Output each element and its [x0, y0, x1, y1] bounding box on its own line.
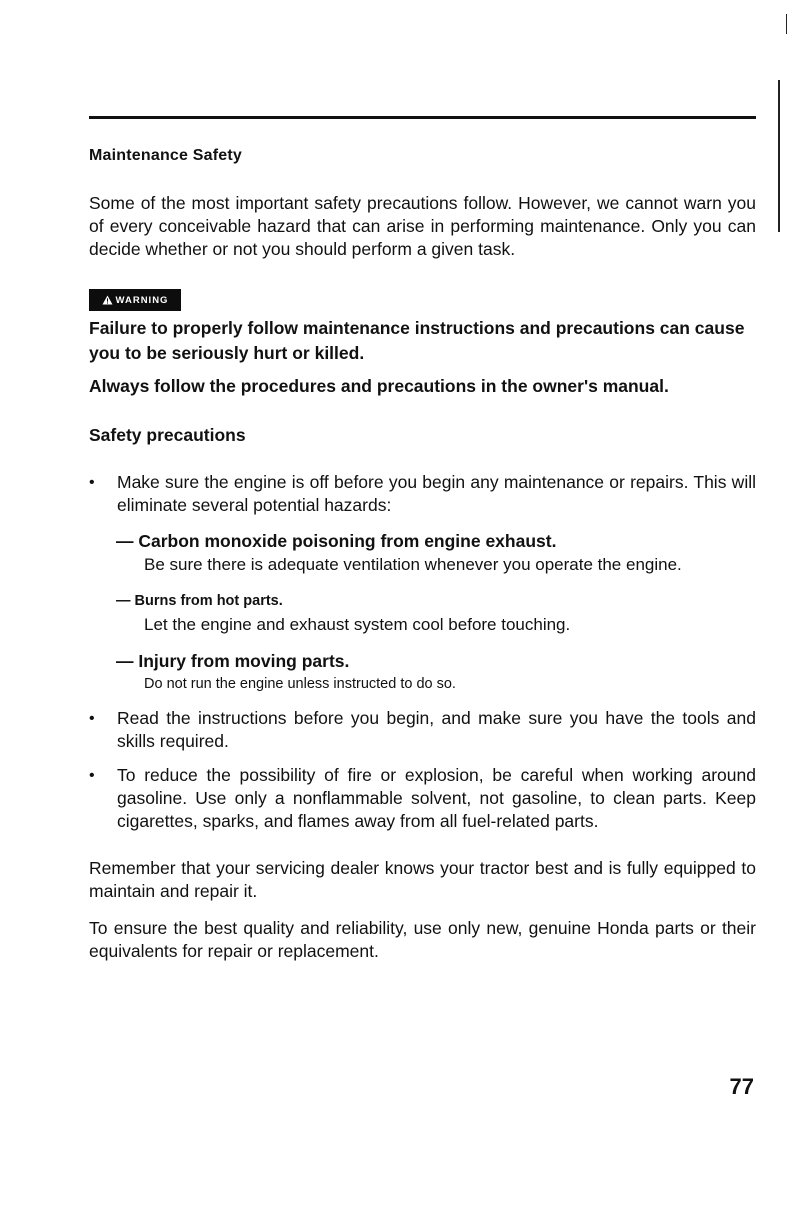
intro-paragraph: Some of the most important safety precautions follow. However, we cannot warn you of every conceivable hazard that can arise in performing maintenance. Only you can decide whether or not you should perform a given task. — [89, 193, 756, 259]
list-item — [89, 764, 756, 833]
bullet-icon: • — [89, 767, 95, 784]
bullet-icon: • — [89, 474, 95, 491]
warning-badge — [89, 289, 181, 311]
hazard-item — [116, 589, 756, 636]
scan-edge-mark — [786, 14, 787, 34]
warning-label: WARNING — [115, 294, 169, 306]
closing-paragraph: To ensure the best quality and reliability, use only new, genuine Honda parts or their equivalents for repair or replacement. — [89, 918, 756, 961]
bullet-text: Read the instructions before you begin, and make sure you have the tools and skills required. — [117, 708, 756, 751]
scan-edge-line — [778, 80, 780, 232]
hazard-description: Be sure there is adequate ventilation whenever you operate the engine. — [144, 555, 682, 574]
list-item — [89, 707, 756, 753]
bullet-text: To reduce the possibility of fire or explosion, be careful when working around gasoline. Use only a nonflammable solvent, not gasoline, to clean parts. Keep cigarettes, sparks, and flames away from all fuel-related parts. — [117, 765, 756, 831]
hazard-description: Let the engine and exhaust system cool before touching. — [144, 615, 571, 634]
page-number: 77 — [729, 1074, 754, 1099]
hazard-title: — Injury from moving parts. — [116, 651, 350, 671]
header-rule — [89, 116, 756, 119]
safety-precautions-heading: Safety precautions — [89, 425, 246, 445]
hazard-title: — Burns from hot parts. — [116, 593, 283, 609]
warning-message: Failure to properly follow maintenance instructions and precautions can cause you to be seriously hurt or killed. — [89, 318, 745, 363]
warning-triangle-icon — [102, 295, 113, 305]
list-item — [89, 471, 756, 517]
bullet-icon: • — [89, 710, 95, 727]
hazard-item — [116, 529, 756, 576]
hazard-title: — Carbon monoxide poisoning from engine exhaust. — [116, 531, 557, 551]
section-title: Maintenance Safety — [89, 147, 242, 164]
bullet-text: Make sure the engine is off before you begin any maintenance or repairs. This will eliminate several potential hazards: — [117, 472, 756, 515]
hazard-description: Do not run the engine unless instructed to do so. — [144, 676, 456, 692]
hazard-item — [116, 649, 756, 696]
warning-followup: Always follow the procedures and precautions in the owner's manual. — [89, 376, 669, 396]
closing-paragraph: Remember that your servicing dealer knows your tractor best and is fully equipped to maintain and repair it. — [89, 858, 756, 901]
